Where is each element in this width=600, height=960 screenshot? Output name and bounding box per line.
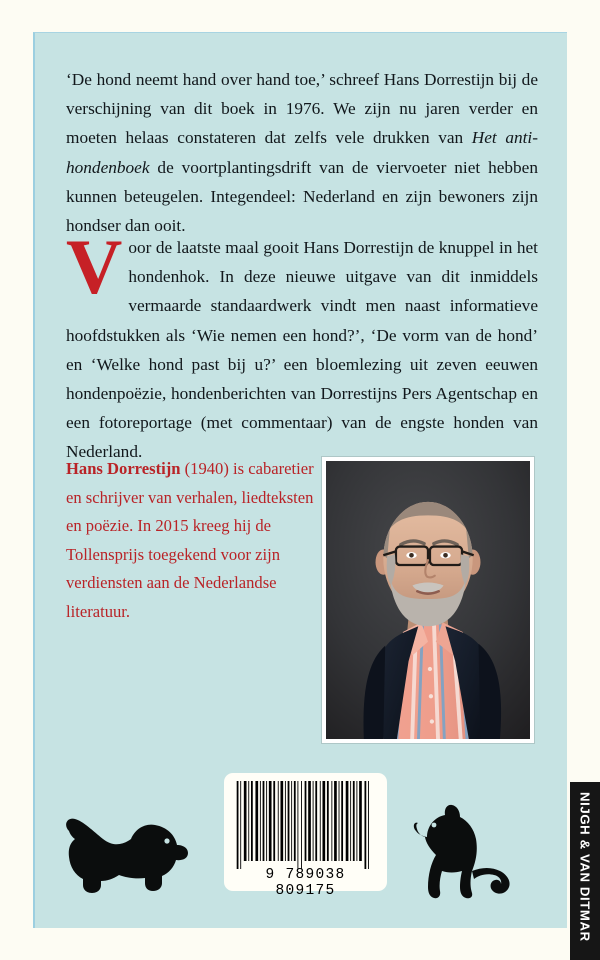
isbn-number: 9 789038 809175 <box>265 867 346 899</box>
isbn-barcode <box>224 773 387 899</box>
blurb-p2-text: oor de laatste maal gooit Hans Dorrestijn de knuppel in het hondenhok. In deze nieuwe uitgave van dit inmiddels vermaarde standaardwerk vindt men naast informatieve hoofdstukken als ‘Wie nemen een hond?’, ‘De vorm van de hond’ en ‘Welke hond past bij u?’ een bloemlezing uit zeven eeuwen hondenpoëzie, hondenberichten van Dorrestijns Pers Agentschap en een fotoreportage (met commentaar) van de engste honden van Nederland. <box>66 238 538 462</box>
blurb-p1-text-before-title: ‘De hond neemt hand over hand toe,’ schreef Hans Dorrestijn bij de verschijning van dit boek in 1976. We zijn nu jaren verder en moeten helaas constateren dat zelfs vele drukken van <box>66 70 538 148</box>
publisher-spine-strip <box>570 782 600 960</box>
sitting-dog-icon <box>410 801 528 899</box>
playing-puppy-icon <box>57 801 189 893</box>
drop-cap-letter: V <box>66 223 123 310</box>
author-bio-text: (1940) is cabaretier en schrijver van verhalen, liedteksten en poëzie. In 2015 kreeg hij de Tollensprijs toegekend voor zijn verdiensten aan de Nederlandse literatuur. <box>66 459 314 621</box>
book-title-italic: Het anti-hondenboek <box>66 128 538 177</box>
barcode-bars <box>234 781 377 869</box>
publisher-name: NIJGH & VAN DITMAR <box>577 792 593 942</box>
blurb-paragraph-one <box>66 65 538 240</box>
dog-silhouette-right <box>410 801 528 904</box>
author-photo <box>326 461 530 739</box>
author-portrait-illustration <box>326 461 530 739</box>
blurb-p1-text-after-title: de voortplantingsdrift van de viervoeter niet hebben kunnen beteugelen. Integendeel: Nederland en zijn bewoners zijn hondser dan ooit. <box>66 157 538 236</box>
blurb-paragraph-two <box>66 223 538 467</box>
dog-silhouette-left <box>57 801 189 898</box>
author-name: Hans Dorrestijn <box>66 459 181 478</box>
author-photo-frame <box>322 457 534 743</box>
author-bio <box>66 455 314 627</box>
cover-panel <box>33 32 567 928</box>
